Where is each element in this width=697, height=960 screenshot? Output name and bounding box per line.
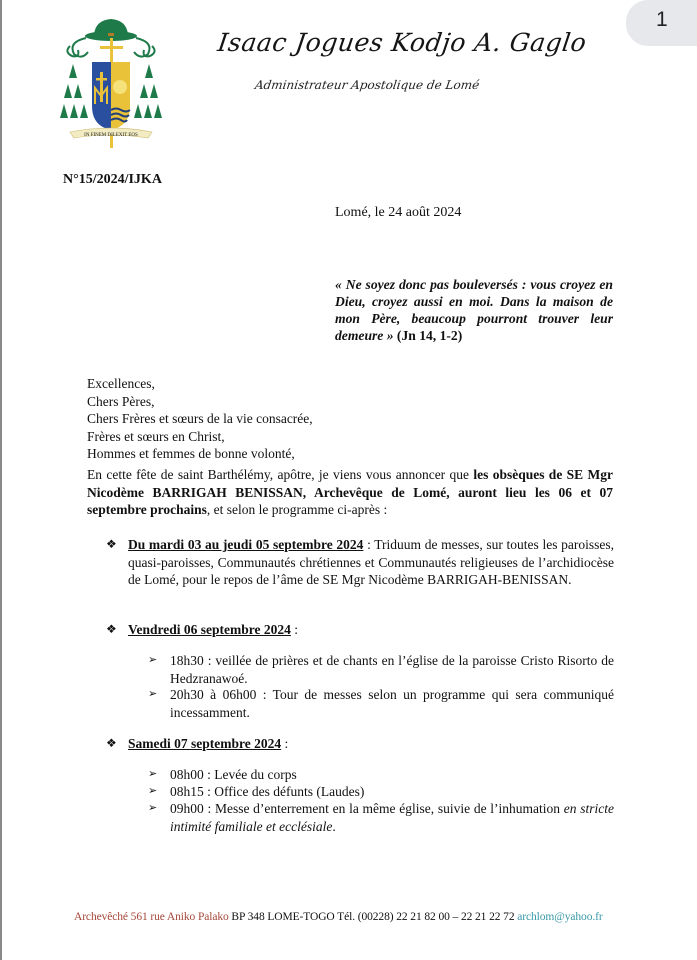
intro-announcement: les obsèques de SE Mgr Nicodème BARRIGAH BENISSAN, Archevêque de Lomé, auront lieu les 06 et 07 septembre prochains <box>87 467 613 517</box>
arrow-bullet-icon: ➢ <box>148 768 158 780</box>
program-item-text: 09h00 : Messe d’enterrement en la même église, suivie de l’inhumation <box>170 801 564 816</box>
place-date: Lomé, le 24 août 2024 <box>335 205 462 220</box>
program-item <box>148 783 614 801</box>
section-text: : <box>290 622 299 637</box>
greeting-line: Chers Pères, <box>87 393 155 409</box>
program-item <box>148 686 614 721</box>
page-number: 1 <box>656 8 668 31</box>
footer-contact: BP 348 LOME-TOGO Tél. (00228) 22 21 82 00 – 22 21 22 72 <box>228 911 518 923</box>
tassels-right <box>134 64 162 118</box>
program-section <box>106 621 614 639</box>
program-item-text: 18h30 : veillée de prières et de chants en l’église de la paroisse Cristo Risorto de Hedzranawoé. <box>170 653 614 686</box>
coat-of-arms-logo <box>56 14 166 154</box>
greeting-line: Frères et sœurs en Christ, <box>87 428 225 444</box>
program-section <box>106 536 614 589</box>
scripture-quote <box>335 276 613 344</box>
intro-text: En cette fête de saint Barthélémy, apôtre, je viens vous annoncer que <box>87 467 474 482</box>
intro-paragraph <box>87 466 613 519</box>
footer-address: Archevêché 561 rue Aniko Palako <box>74 911 229 923</box>
footer-email[interactable]: archlom@yahoo.fr <box>517 911 603 923</box>
greeting-line: Chers Frères et sœurs de la vie consacrée, <box>87 411 313 426</box>
letterhead-name: Isaac Jogues Kodjo A. Gaglo <box>215 28 589 57</box>
motto-text: IN FINEM DILEXIT EOS <box>84 133 138 138</box>
page-left-border <box>0 0 2 960</box>
letter-footer <box>74 911 603 923</box>
section-heading: Du mardi 03 au jeudi 05 septembre 2024 <box>128 537 364 552</box>
section-text: : <box>281 736 289 751</box>
letterhead-title: Administrateur Apostolique de Lomé <box>254 78 481 92</box>
quote-citation: (Jn 14, 1-2) <box>393 328 463 343</box>
program-item-end: . <box>332 818 336 834</box>
greeting-line: Hommes et femmes de bonne volonté, <box>87 446 295 461</box>
galero-crown <box>94 19 128 34</box>
program-item <box>148 800 614 835</box>
intro-text-end: , et selon le programme ci-après : <box>206 502 388 517</box>
reference-number: N°15/2024/IJKA <box>63 172 162 187</box>
arrow-bullet-icon: ➢ <box>148 802 158 814</box>
diamond-bullet-icon: ❖ <box>106 736 117 750</box>
section-heading: Samedi 07 septembre 2024 <box>128 736 282 751</box>
section-text: : Triduum de messes, sur toutes les paroisses, quasi-paroisses, Communautés chrétiennes et Communautés religieuses de l’archidiocèse de Lomé, pour le repos de l’âme de SE Mgr Nicodème BARRIGAH-BENISSAN. <box>128 537 614 587</box>
program-item <box>148 766 614 784</box>
quote-text: « Ne soyez donc pas bouleversés : vous croyez en Dieu, croyez aussi en moi. Dans la maison de mon Père, beaucoup pourront trouver leur demeure » <box>335 277 613 343</box>
program-item-text: 20h30 à 06h00 : Tour de messes selon un programme qui sera communiqué incessamment. <box>170 687 614 720</box>
arrow-bullet-icon: ➢ <box>148 688 158 700</box>
diamond-bullet-icon: ❖ <box>106 537 117 551</box>
page-number-badge <box>626 0 697 46</box>
program-item-text: 08h15 : Office des défunts (Laudes) <box>170 784 365 799</box>
greeting-line: Excellences, <box>87 376 155 391</box>
tassels-left <box>60 64 88 118</box>
program-item-italic: en stricte intimité familiale et ecclésiale <box>170 801 614 834</box>
arrow-bullet-icon: ➢ <box>148 785 158 797</box>
greetings <box>87 375 313 463</box>
section-heading: Vendredi 06 septembre 2024 <box>128 622 291 637</box>
program-item <box>148 652 614 687</box>
program-item-text: 08h00 : Levée du corps <box>170 767 297 782</box>
program-section <box>106 735 614 753</box>
diamond-bullet-icon: ❖ <box>106 622 117 636</box>
arrow-bullet-icon: ➢ <box>148 654 158 666</box>
